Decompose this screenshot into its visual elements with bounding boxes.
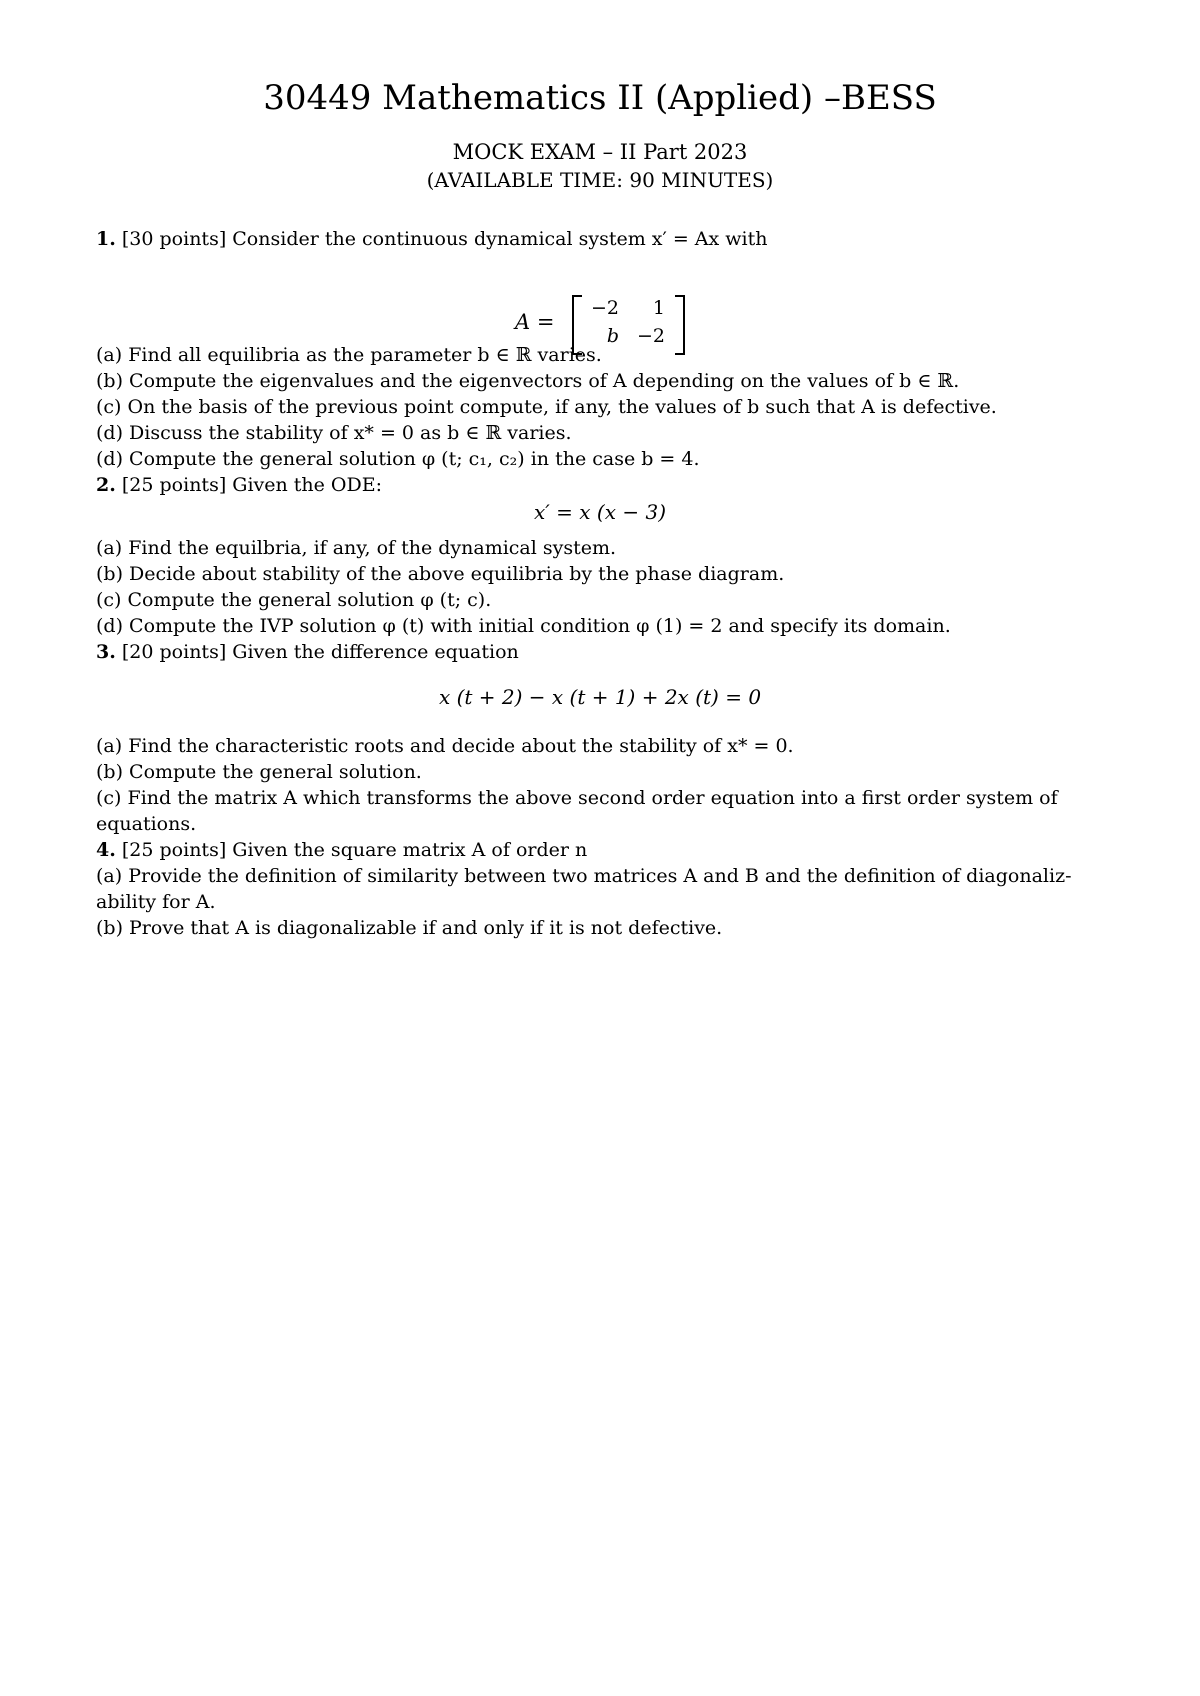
q3-part-c2: equations. bbox=[96, 813, 197, 835]
matrix-a11: −2 bbox=[590, 297, 619, 319]
q1-part-c: (c) On the basis of the previous point compute, if any, the values of b such that A is defective. bbox=[96, 396, 997, 418]
q4-intro-line bbox=[96, 837, 1106, 864]
time-note: (AVAILABLE TIME: 90 MINUTES) bbox=[426, 168, 774, 192]
q4-part-a1: (a) Provide the definition of similarity between two matrices A and B and the definition of diagonaliz- bbox=[96, 865, 1072, 887]
matrix-lhs: A = bbox=[515, 310, 555, 334]
q2-part-a: (a) Find the equilbria, if any, of the dynamical system. bbox=[96, 537, 617, 559]
q2-number: 2. bbox=[96, 474, 116, 496]
q1-part-a: (a) Find all equilibria as the parameter b ∈ ℝ varies. bbox=[96, 344, 602, 366]
q1-number: 1. bbox=[96, 228, 116, 250]
matrix-a21: b bbox=[606, 325, 619, 347]
q3-number: 3. bbox=[96, 641, 116, 663]
q3-intro-line bbox=[96, 639, 1106, 666]
exam-title: 30449 Mathematics II (Applied) –BESS bbox=[263, 78, 937, 118]
q2-part-b: (b) Decide about stability of the above equilibria by the phase diagram. bbox=[96, 563, 785, 585]
exam-subtitle: MOCK EXAM – II Part 2023 bbox=[452, 140, 748, 164]
q1-part-b: (b) Compute the eigenvalues and the eigenvectors of A depending on the values of b ∈ ℝ. bbox=[96, 370, 960, 392]
q4-intro: [25 points] Given the square matrix A of order n bbox=[121, 839, 588, 861]
q2-intro-line bbox=[96, 472, 1106, 499]
q4-number: 4. bbox=[96, 839, 116, 861]
q3-intro: [20 points] Given the difference equation bbox=[121, 641, 519, 663]
matrix-a22: −2 bbox=[636, 325, 665, 347]
q1-part-d1: (d) Discuss the stability of x* = 0 as b ∈ ℝ varies. bbox=[96, 422, 572, 444]
q3-part-c1: (c) Find the matrix A which transforms the above second order equation into a first order system of bbox=[96, 787, 1058, 809]
q2-intro: [25 points] Given the ODE: bbox=[121, 474, 383, 496]
q1-part-d2: (d) Compute the general solution φ (t; c₁, c₂) in the case b = 4. bbox=[96, 448, 700, 470]
q2-equation: x′ = x (x − 3) bbox=[533, 500, 666, 524]
q3-equation: x (t + 2) − x (t + 1) + 2x (t) = 0 bbox=[438, 685, 762, 709]
matrix-a12: 1 bbox=[652, 297, 665, 319]
q2-part-d: (d) Compute the IVP solution φ (t) with initial condition φ (1) = 2 and specify its domain. bbox=[96, 615, 951, 637]
q2-part-c: (c) Compute the general solution φ (t; c). bbox=[96, 589, 492, 611]
q1-intro: [30 points] Consider the continuous dynamical system x′ = Ax with bbox=[121, 228, 768, 250]
q3-part-a: (a) Find the characteristic roots and decide about the stability of x* = 0. bbox=[96, 735, 794, 757]
q4-part-a2: ability for A. bbox=[96, 891, 216, 913]
q4-part-b: (b) Prove that A is diagonalizable if and only if it is not defective. bbox=[96, 917, 723, 939]
q3-part-b: (b) Compute the general solution. bbox=[96, 761, 422, 783]
q1-intro-line bbox=[96, 226, 1106, 253]
